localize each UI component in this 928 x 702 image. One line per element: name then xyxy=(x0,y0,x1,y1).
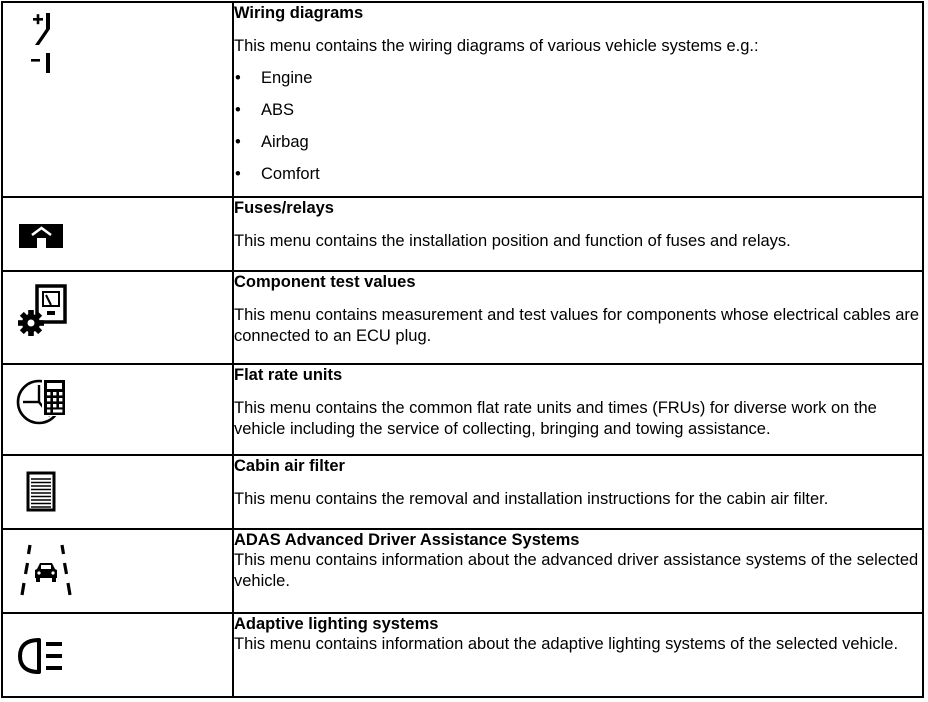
row-description: This menu contains the common flat rate units and times (FRUs) for diverse work on the vehicle including the service of collecting, bringing and towing assistance. xyxy=(234,399,877,438)
row-title: Cabin air filter xyxy=(234,457,345,475)
row-title: ADAS Advanced Driver Assistance Systems xyxy=(234,531,580,549)
row-title: Flat rate units xyxy=(234,366,343,384)
text-cell xyxy=(233,2,923,197)
wiring-diagram-icon xyxy=(25,11,85,73)
menu-row-fuses-relays xyxy=(2,197,923,271)
row-description: This menu contains the wiring diagrams of various vehicle systems e.g.: xyxy=(234,37,759,55)
list-item: • Comfort xyxy=(234,164,922,185)
icon-cell xyxy=(2,455,233,529)
text-cell xyxy=(233,271,923,364)
row-description: This menu contains measurement and test values for components whose electrical cables are connected to an ECU plug. xyxy=(234,306,920,345)
menu-row-adaptive-lighting xyxy=(2,613,923,697)
text-cell xyxy=(233,455,923,529)
text-cell xyxy=(233,197,923,271)
row-description: This menu contains information about the adaptive lighting systems of the selected vehicle. xyxy=(234,635,899,653)
list-item: • Engine xyxy=(234,68,922,89)
icon-cell xyxy=(2,529,233,613)
row-title: Adaptive lighting systems xyxy=(234,615,439,633)
flat-rate-clock-calculator-icon xyxy=(14,374,74,430)
icon-cell xyxy=(2,613,233,697)
menu-row-flat-rate-units xyxy=(2,364,923,455)
row-description: This menu contains information about the advanced driver assistance systems of the selected vehicle. xyxy=(234,551,919,590)
component-test-icon xyxy=(15,282,75,338)
icon-cell xyxy=(2,2,233,197)
text-cell xyxy=(233,613,923,697)
fuse-relay-icon xyxy=(17,218,69,254)
list-item: • ABS xyxy=(234,100,922,121)
icon-cell xyxy=(2,197,233,271)
row-description: This menu contains the installation position and function of fuses and relays. xyxy=(234,232,791,250)
row-title: Component test values xyxy=(234,273,416,291)
adaptive-headlight-icon xyxy=(15,634,79,682)
menu-table xyxy=(1,1,924,698)
text-cell xyxy=(233,364,923,455)
menu-row-cabin-air-filter xyxy=(2,455,923,529)
menu-row-adas xyxy=(2,529,923,613)
row-title: Wiring diagrams xyxy=(234,4,364,22)
cabin-air-filter-icon xyxy=(23,470,63,516)
icon-cell xyxy=(2,364,233,455)
row-title: Fuses/relays xyxy=(234,199,334,217)
list-item: • Airbag xyxy=(234,132,922,153)
menu-row-wiring-diagrams xyxy=(2,2,923,197)
text-cell xyxy=(233,529,923,613)
icon-cell xyxy=(2,271,233,364)
system-list xyxy=(234,68,922,185)
row-description: This menu contains the removal and installation instructions for the cabin air filter. xyxy=(234,490,829,508)
menu-row-component-test-values xyxy=(2,271,923,364)
adas-car-lane-icon xyxy=(15,541,79,605)
